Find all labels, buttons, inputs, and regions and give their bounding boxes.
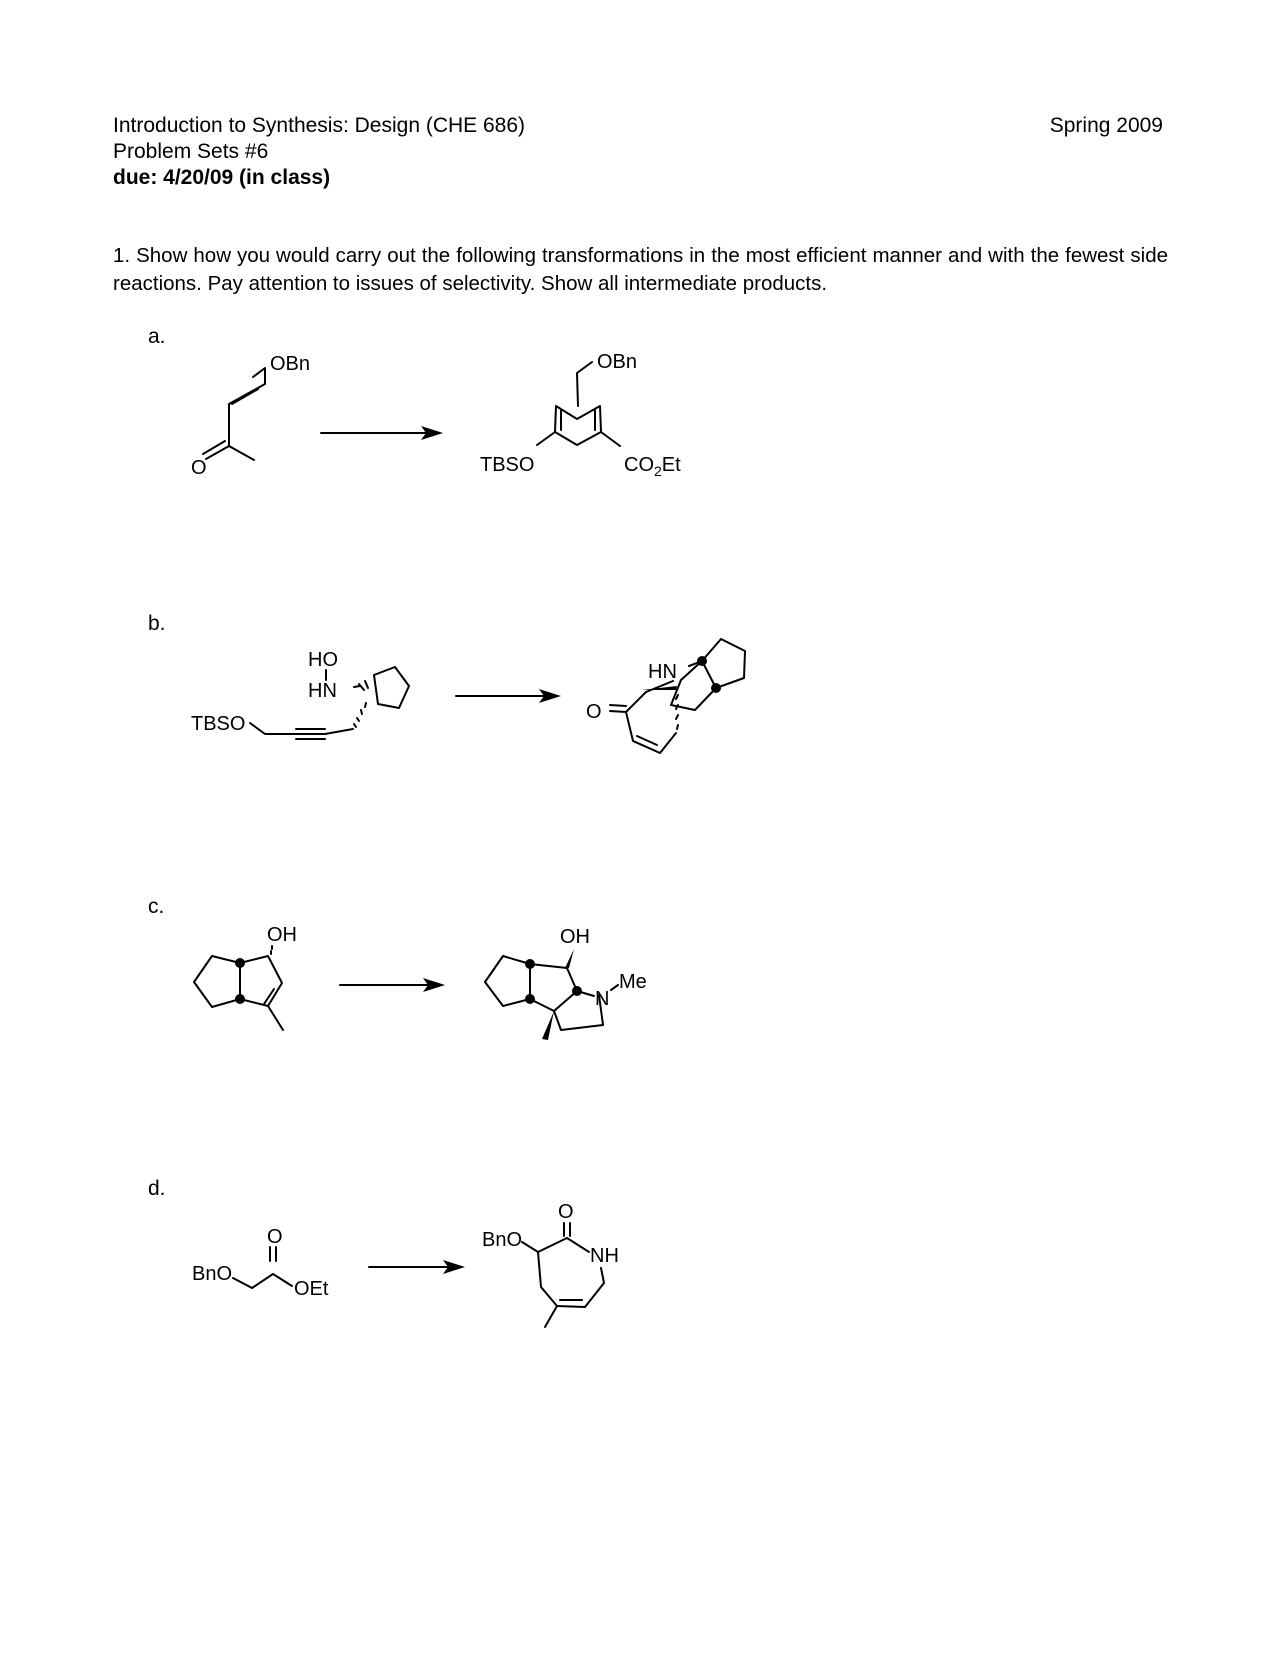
part-b-ho-label: HO bbox=[308, 649, 338, 671]
part-d-starting-material bbox=[192, 1226, 329, 1300]
part-a-product-obn-label: OBn bbox=[597, 351, 638, 373]
part-a-obn-label: OBn bbox=[270, 353, 311, 375]
due-date: due: 4/20/09 (in class) bbox=[113, 166, 331, 189]
part-d-product-o-label: O bbox=[558, 1201, 574, 1223]
part-b-tbso-label: TBSO bbox=[191, 713, 246, 735]
part-b-starting-material bbox=[191, 649, 409, 739]
reaction-arrow-c bbox=[340, 978, 445, 992]
part-b-hn-label: HN bbox=[308, 680, 337, 702]
scheme-b bbox=[0, 630, 1280, 770]
scheme-d bbox=[0, 1195, 1280, 1335]
part-d-product bbox=[482, 1201, 619, 1327]
part-d-oet-label: OEt bbox=[294, 1278, 329, 1300]
part-c-n-label: N bbox=[595, 988, 610, 1010]
part-a-carbonyl-o-label: O bbox=[191, 457, 207, 479]
reaction-arrow-d bbox=[369, 1260, 465, 1274]
part-c-label: c. bbox=[148, 895, 165, 918]
part-a-co2et-label: $CO_2Et$ bbox=[624, 454, 681, 479]
part-d-o-label: O bbox=[267, 1226, 283, 1248]
part-b-product-hn-label: HN bbox=[648, 661, 677, 683]
part-c-oh-label: OH bbox=[267, 924, 297, 946]
part-a-product bbox=[480, 351, 681, 479]
part-a-tbso-label: TBSO bbox=[480, 454, 535, 476]
reaction-arrow-b bbox=[456, 689, 561, 703]
reaction-arrow-a bbox=[321, 426, 443, 440]
part-b-label: b. bbox=[148, 612, 166, 635]
part-b-product bbox=[586, 639, 745, 753]
part-a-starting-material bbox=[191, 353, 310, 479]
part-d-bno-label: BnO bbox=[192, 1263, 233, 1285]
part-b-product-o-label: O bbox=[586, 701, 602, 723]
part-d-nh-label: NH bbox=[590, 1245, 619, 1267]
question-text: 1. Show how you would carry out the following transformations in the most efficient manner and with the fewest side reactions. Pay attention to issues of selectivity. Show all intermediate products. bbox=[113, 244, 1168, 295]
part-c-starting-material bbox=[194, 924, 297, 1030]
course-title: Introduction to Synthesis: Design (CHE 686) bbox=[113, 114, 526, 137]
scheme-a bbox=[0, 330, 1280, 510]
term-label: Spring 2009 bbox=[1049, 114, 1163, 137]
problem-set-title: Problem Sets #6 bbox=[113, 140, 269, 163]
part-c-product-oh-label: OH bbox=[560, 926, 590, 948]
part-d-label: d. bbox=[148, 1177, 166, 1200]
part-c-me-label: Me bbox=[619, 971, 647, 993]
scheme-c bbox=[0, 915, 1280, 1055]
part-c-product bbox=[485, 926, 647, 1040]
part-a-label: a. bbox=[148, 325, 166, 348]
part-d-product-bno-label: BnO bbox=[482, 1229, 523, 1251]
